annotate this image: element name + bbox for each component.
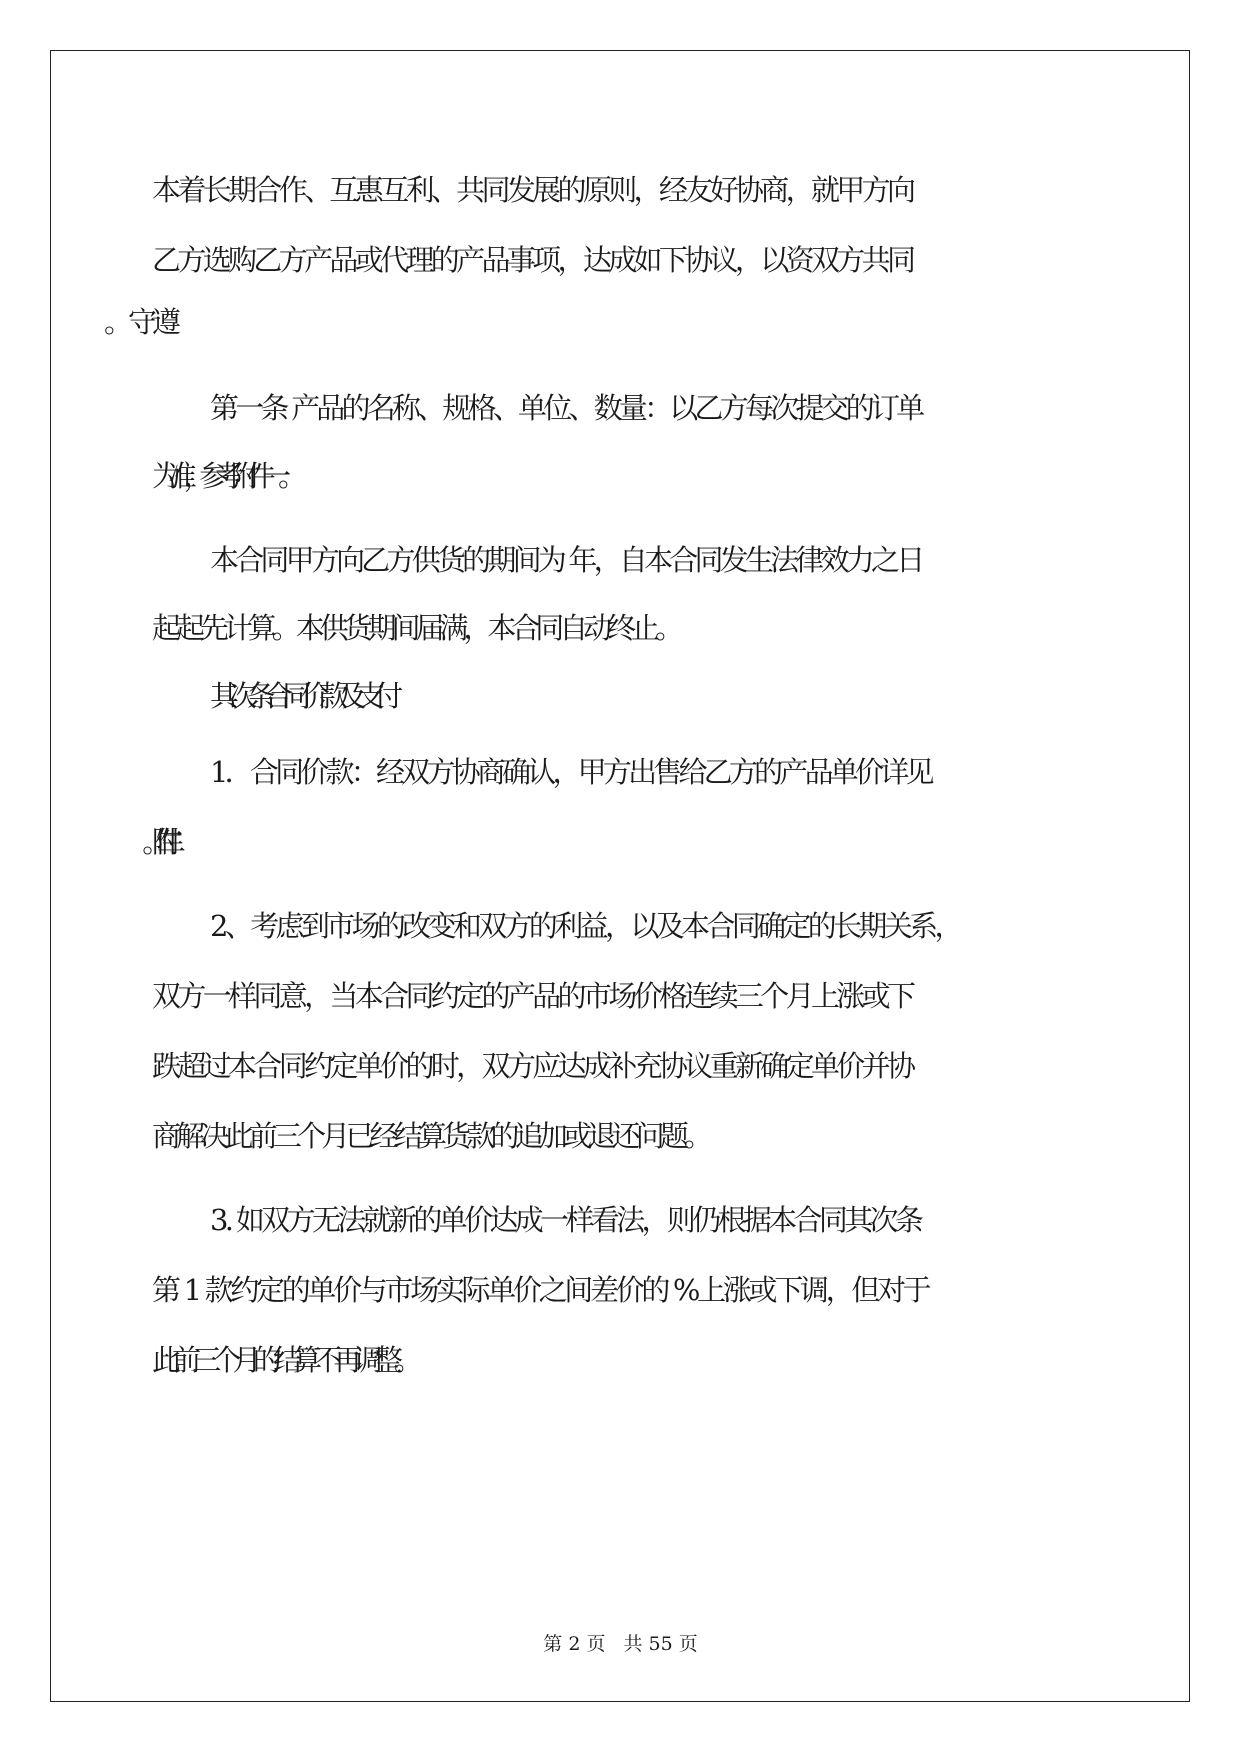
paragraph-line: 3. 如双方无法就新的单价达成一样看法，则仍根据本合同其次条: [210, 1203, 921, 1237]
page-footer: [0, 1632, 1241, 1656]
paragraph-line: 第一条 产品的名称、规格、单位、数量：以乙方每次提交的订单: [210, 391, 922, 425]
paragraph-line: 双方一样同意，当本合同约定的产品的市场价格连续三个月上涨或下: [152, 979, 913, 1013]
page-border: [50, 50, 1190, 1702]
paragraph-line: 本着长期合作、互惠互利、共同发展的原则，经友好协商，就甲方向: [152, 173, 913, 207]
paragraph-line: 第 1 款约定的单价与市场实际单价之间差价的 %上涨或下调，但对于: [152, 1273, 929, 1307]
paragraph-line: 本合同甲方向乙方供货的期间为 年，自本合同发生法律效力之日: [210, 543, 922, 577]
paragraph-line: 乙方选购乙方产品或代理的产品事项，达成如下协议，以资双方共同: [152, 243, 913, 277]
paragraph-line: 为准，参考附件一。: [152, 459, 294, 493]
page-total: 共 55 页: [623, 1633, 698, 1655]
paragraph-line: [152, 822, 1092, 862]
paragraph-line: 商解决此前三个月已经结算货款的追加或退还问题。: [152, 1119, 709, 1153]
paragraph-line: 其次条 合同价款及支付: [210, 679, 393, 713]
page-number: 第 2 页: [543, 1633, 606, 1655]
paragraph-line: [152, 302, 1092, 342]
paragraph-line: 起起先计算。本供货期间届满，本合同自动终止。: [152, 611, 679, 645]
paragraph-line: 此前三个月的结算不再调整。: [152, 1343, 415, 1377]
paragraph-line: 跌超过本合同约定单价的时，双方应达成补充协议重新确定单价并协: [152, 1049, 913, 1083]
paragraph-line: 2、考虑到市场的改变和双方的利益，以及本合同确定的长期关系，: [210, 909, 960, 943]
paragraph-line: 1．合同价款：经双方协商确认，甲方出售给乙方的产品单价详见: [210, 755, 931, 789]
